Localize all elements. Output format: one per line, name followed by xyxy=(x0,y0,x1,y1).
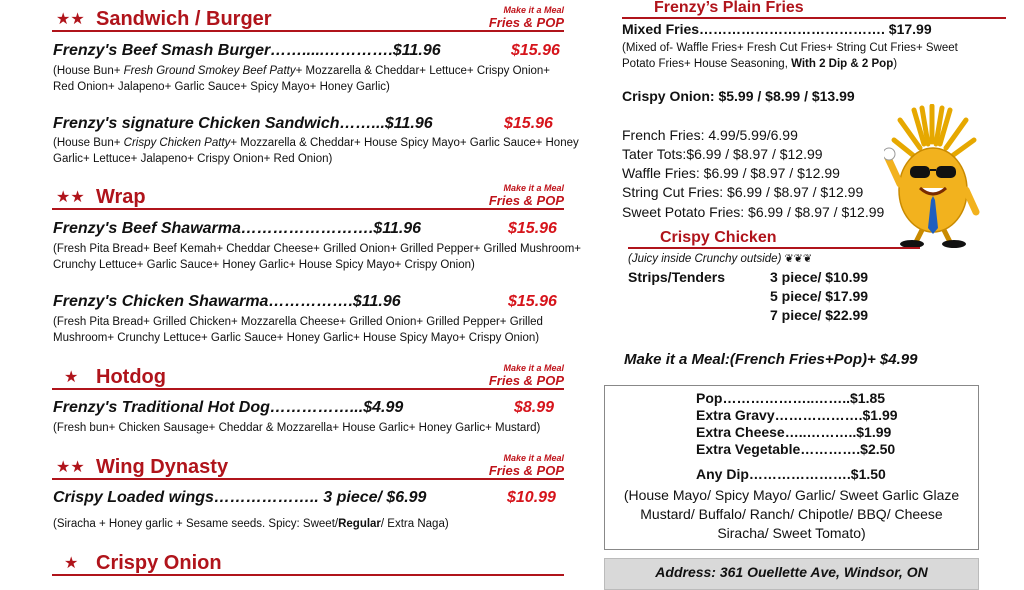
strips-price: 3 piece/ $10.99 xyxy=(770,269,869,285)
section-title-plain-fries: Frenzy’s Plain Fries xyxy=(654,0,804,16)
chili-icon: ❦❦❦ xyxy=(781,253,813,265)
extra-item: Extra Cheese…..………..$1.99 xyxy=(696,424,892,440)
section-title-crispy-chicken: Crispy Chicken xyxy=(660,229,777,246)
menu-item-beef-shawarma: Frenzy's Beef Shawarma…………………….$11.96 xyxy=(53,220,422,237)
meal-badge-wrap: Make it a Meal Fries & POP xyxy=(488,183,564,208)
meal-badge-hotdog: Make it a Meal Fries & POP xyxy=(488,363,564,388)
crispy-chicken-note: (Juicy inside Crunchy outside) ❦❦❦ xyxy=(628,253,813,265)
section-title-sandwich: Sandwich / Burger xyxy=(96,8,272,30)
meal-price-wings: $10.99 xyxy=(507,489,556,506)
star-icon: ★★ xyxy=(56,189,85,206)
desc-wings: (Siracha + Honey garlic + Sesame seeds. Spicy: Sweet/Regular/ Extra Naga) xyxy=(53,518,449,530)
star-icon: ★★ xyxy=(56,11,85,28)
strips-price: 7 piece/ $22.99 xyxy=(770,307,869,323)
menu-item-crispy-onion: Crispy Onion: $5.99 / $8.99 / $13.99 xyxy=(622,88,855,104)
strips-price: 5 piece/ $17.99 xyxy=(770,288,869,304)
star-icon: ★ xyxy=(64,369,79,386)
strips-label: Strips/Tenders xyxy=(628,269,725,285)
fries-item: French Fries: 4.99/5.99/6.99 xyxy=(622,127,798,143)
section-title-wings: Wing Dynasty xyxy=(96,456,229,478)
section-title-wrap: Wrap xyxy=(96,186,146,208)
menu-item-wings: Crispy Loaded wings……………….. 3 piece/ $6.99 xyxy=(53,489,427,506)
menu-item-smash-burger: Frenzy's Beef Smash Burger…….....………….$11.96 xyxy=(53,42,441,59)
desc-chicken-sandwich: (House Bun+ Crispy Chicken Patty+ Mozzarella & Cheddar+ House Spicy Mayo+ Garlic Sauce+ Honey Garlic+ Lettuce+ Jalapeno+ Crispy Onion+ Red Onion) xyxy=(53,137,579,165)
star-icon: ★ xyxy=(64,555,79,572)
extra-item: Pop………………..……..$1.85 xyxy=(696,390,886,406)
extra-item: Extra Gravy……………….$1.99 xyxy=(696,407,898,423)
menu-item-hot-dog: Frenzy's Traditional Hot Dog……………...$4.99 xyxy=(53,399,404,416)
section-title-hotdog: Hotdog xyxy=(96,366,166,388)
desc-mixed-fries: (Mixed of- Waffle Fries+ Fresh Cut Fries+ String Cut Fries+ Sweet Potato Fries+ House Seasoning, With 2 Dip & 2 Pop) xyxy=(622,42,958,70)
meal-price-hot-dog: $8.99 xyxy=(514,399,555,416)
desc-beef-shawarma: (Fresh Pita Bread+ Beef Kemah+ Cheddar Cheese+ Grilled Onion+ Grilled Pepper+ Grilled Mushroom+ Crunchy Lettuce+ Garlic Sauce+ Honey Garlic+ House Spicy Mayo+ Crispy Onion) xyxy=(53,243,581,271)
extra-item: Extra Vegetable………….$2.50 xyxy=(696,441,896,457)
menu-item-chicken-sandwich: Frenzy's signature Chicken Sandwich……...$11.96 xyxy=(53,115,433,132)
section-header-wrap xyxy=(52,182,564,210)
section-header-crispy-onion xyxy=(52,548,564,576)
desc-chicken-shawarma: (Fresh Pita Bread+ Grilled Chicken+ Mozzarella Cheese+ Grilled Onion+ Grilled Pepper+ Grilled Mushroom+ Crunchy Lettuce+ Garlic Sauce+ Honey Garlic+ House Spicy Mayo+ Crispy Onion) xyxy=(53,316,543,344)
meal-price-smash-burger: $15.96 xyxy=(511,42,560,59)
fries-item: Tater Tots:$6.99 / $8.97 / $12.99 xyxy=(622,146,823,162)
menu-item-chicken-shawarma: Frenzy's Chicken Shawarma…………….$11.96 xyxy=(53,293,401,310)
make-it-a-meal: Make it a Meal:(French Fries+Pop)+ $4.99 xyxy=(624,351,918,368)
meal-badge-sandwich: Make it a Meal Fries & POP xyxy=(488,5,564,30)
meal-price-chicken-shawarma: $15.96 xyxy=(508,293,557,310)
section-title-crispy-onion: Crispy Onion xyxy=(96,552,222,574)
meal-price-chicken-sandwich: $15.96 xyxy=(504,115,553,132)
fries-item: String Cut Fries: $6.99 / $8.97 / $12.99 xyxy=(622,184,864,200)
any-dip: Any Dip………………….$1.50 xyxy=(696,466,886,482)
meal-price-beef-shawarma: $15.96 xyxy=(508,220,557,237)
address-bar xyxy=(604,558,979,590)
desc-hot-dog: (Fresh bun+ Chicken Sausage+ Cheddar & Mozzarella+ House Garlic+ Honey Garlic+ Mustard) xyxy=(53,422,541,434)
meal-badge-wings: Make it a Meal Fries & POP xyxy=(488,453,564,478)
menu-item-mixed-fries: Mixed Fries…………………………………. $17.99 xyxy=(622,21,932,37)
section-header-wings xyxy=(52,452,564,480)
section-header-plain-fries xyxy=(622,0,1006,19)
fries-item: Waffle Fries: $6.99 / $8.97 / $12.99 xyxy=(622,165,840,181)
section-header-crispy-chicken xyxy=(628,227,920,249)
fries-item: Sweet Potato Fries: $6.99 / $8.97 / $12.99 xyxy=(622,204,885,220)
desc-smash-burger: (House Bun+ Fresh Ground Smokey Beef Patty+ Mozzarella & Cheddar+ Lettuce+ Crispy Onion+ Red Onion+ Jalapeno+ Garlic Sauce+ Spicy Mayo+ Honey Garlic) xyxy=(53,65,551,93)
address-text: Address: 361 Ouellette Ave, Windsor, ON xyxy=(655,564,928,580)
star-icon: ★★ xyxy=(56,459,85,476)
section-header-sandwich xyxy=(52,4,564,32)
section-header-hotdog xyxy=(52,362,564,390)
dip-options: (House Mayo/ Spicy Mayo/ Garlic/ Sweet Garlic Glaze Mustard/ Buffalo/ Ranch/ Chipotle/ BBQ/ Cheese Siracha/ Sweet Tomato) xyxy=(623,487,960,541)
